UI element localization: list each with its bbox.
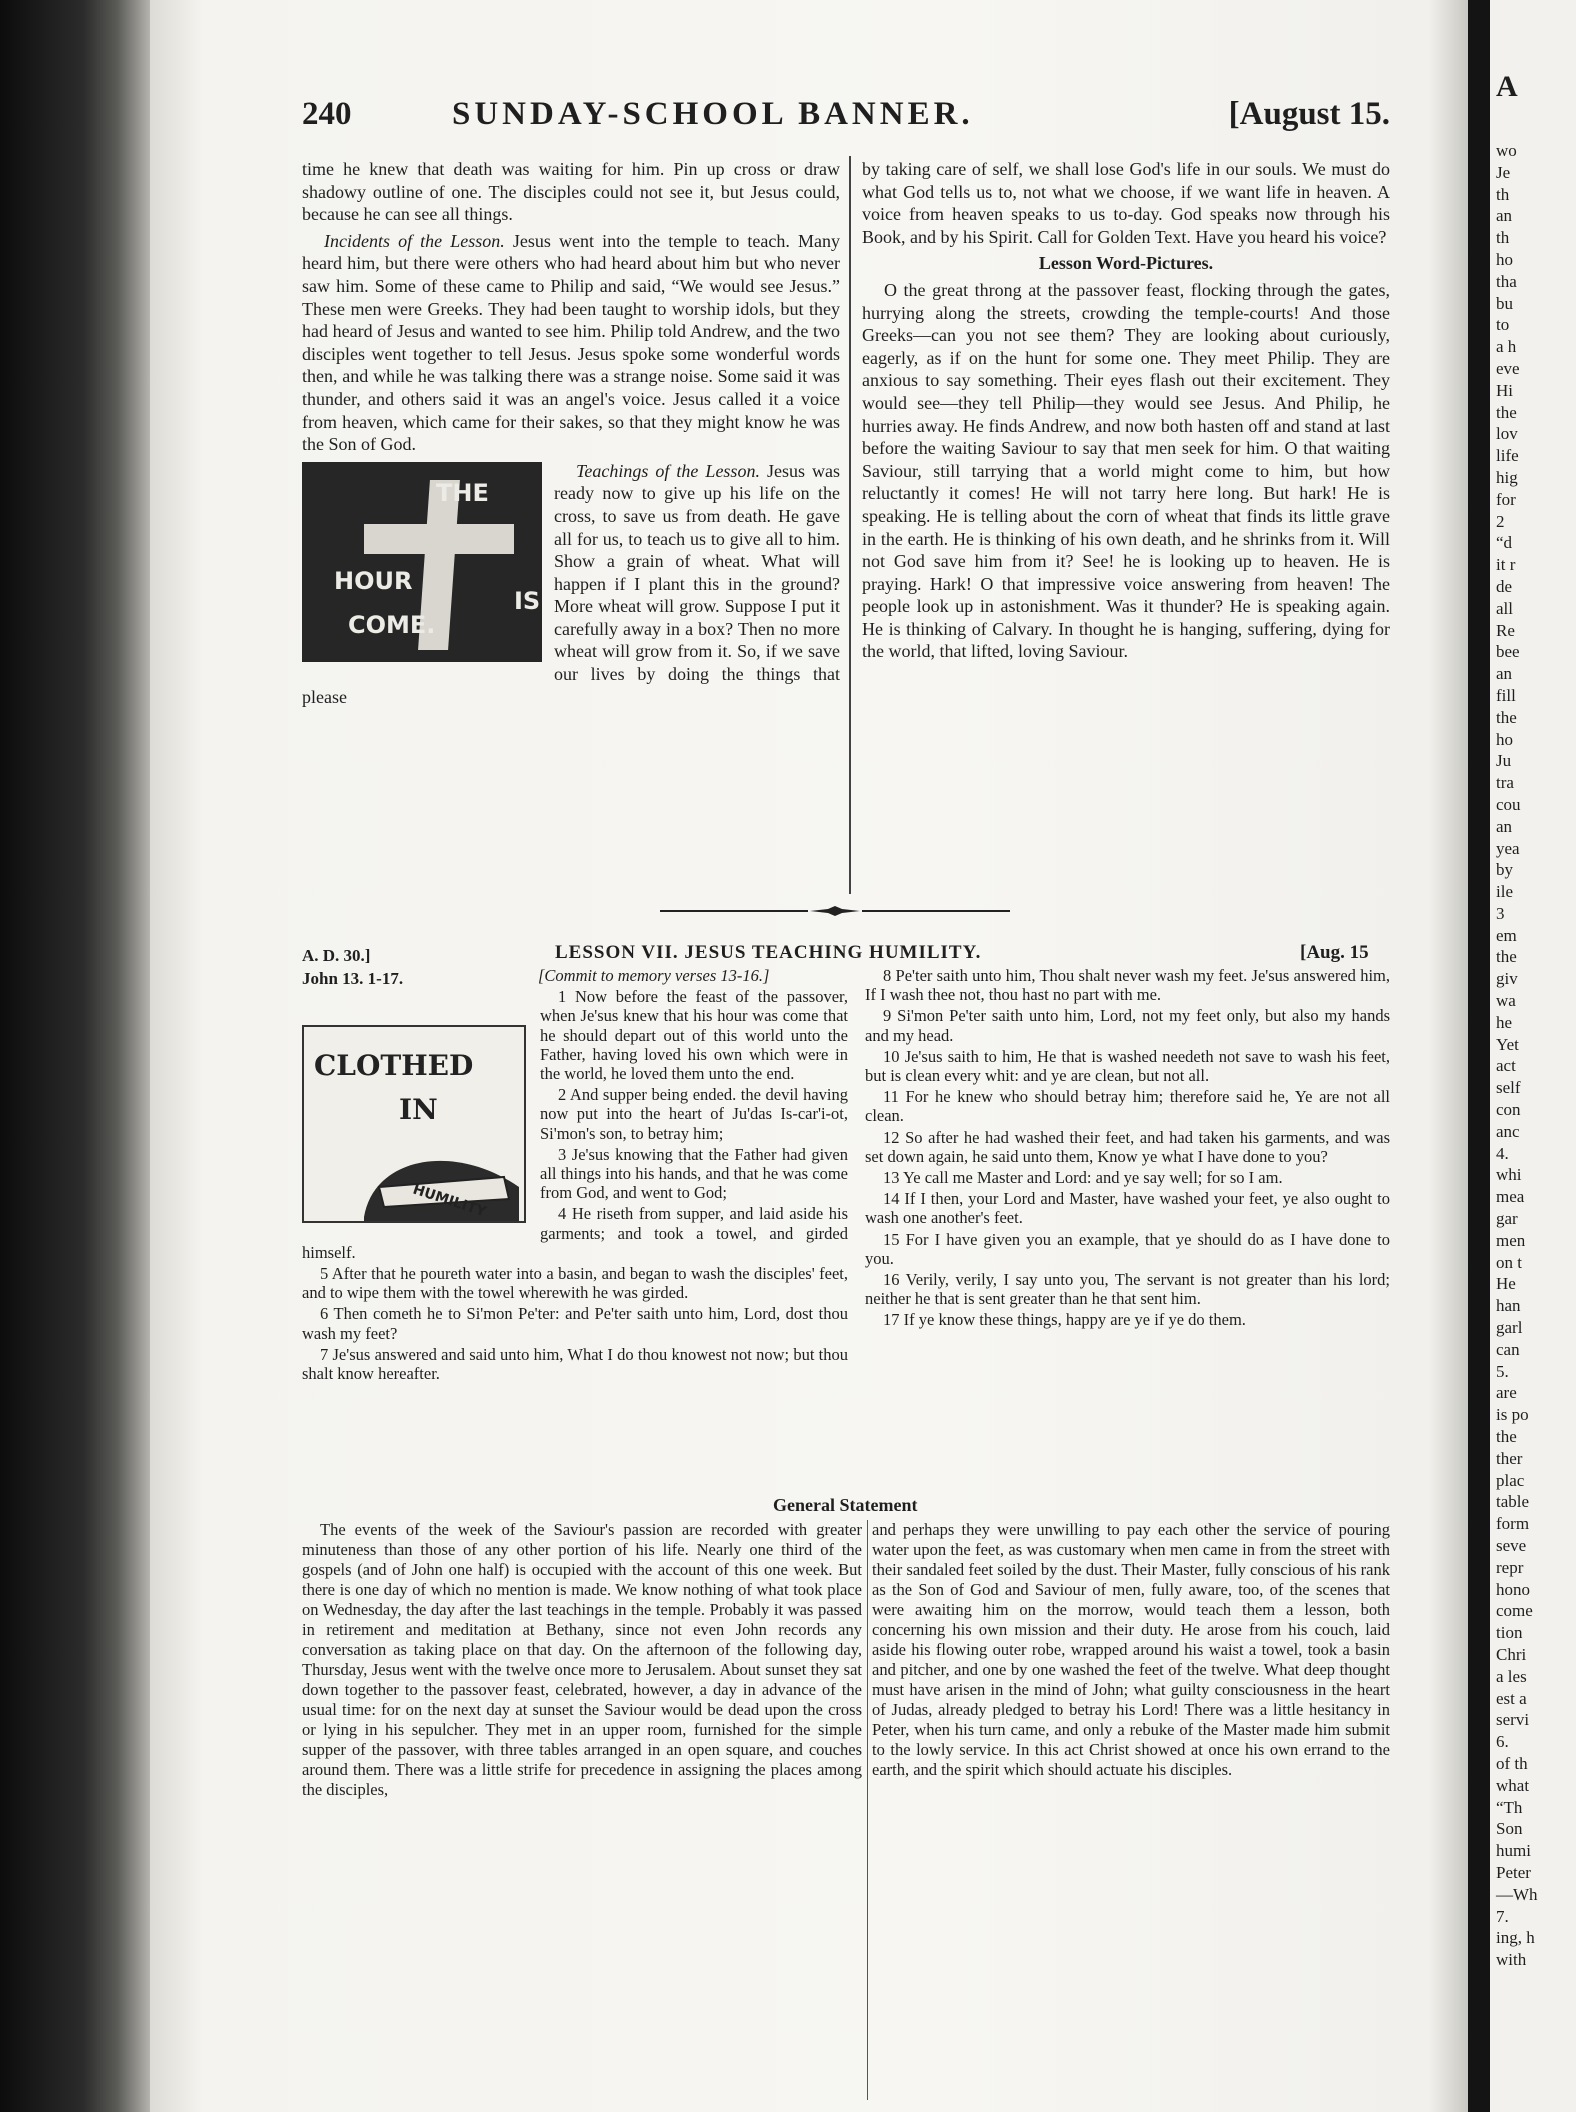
adjacent-page-line: by	[1496, 860, 1513, 880]
general-statement-heading: General Statement	[773, 1495, 918, 1515]
adjacent-page-line: anc	[1496, 1121, 1520, 1141]
adjacent-page-line: plac	[1496, 1470, 1525, 1490]
page-header	[302, 96, 1390, 142]
adjacent-page-line: hig	[1496, 467, 1518, 487]
adjacent-page-line: to	[1496, 315, 1510, 335]
adjacent-page-line: with	[1496, 1950, 1527, 1970]
paragraph-teachings	[302, 460, 840, 709]
adjacent-page-line: ther	[1496, 1448, 1523, 1468]
adjacent-page-line: de	[1496, 576, 1513, 596]
adjacent-page-line: 3	[1496, 903, 1505, 923]
adjacent-page-line: th	[1496, 228, 1510, 248]
ornament-icon	[810, 905, 860, 917]
verse-11: 11 For he knew who should betray him; therefore said he, Ye are not all clean.	[865, 1087, 1390, 1126]
adjacent-page-line: ho	[1496, 249, 1513, 269]
adjacent-page-line: Je	[1496, 162, 1511, 182]
hour-is-come-illustration	[302, 462, 542, 662]
verse-6: 6 Then cometh he to Si'mon Pe'ter: and Pe'ter saith unto him, Lord, dost thou wash my feet?	[302, 1304, 848, 1343]
emblem-text: HUMILITY	[410, 1181, 489, 1221]
verse-4: 4 He riseth from supper, and laid aside his garments; and took a towel, and girded himself.	[302, 1204, 848, 1262]
adjacent-page-line: hono	[1496, 1579, 1530, 1599]
verse-2: 2 And supper being ended. the devil having now put into the heart of Ju'das Is-car'i-ot, Si'mon's son, to betray him;	[540, 1085, 848, 1143]
adjacent-page-line: seve	[1496, 1536, 1527, 1555]
adjacent-page-line: wo	[1496, 141, 1517, 160]
verse-14: 14 If I then, your Lord and Master, have washed your feet, ye also ought to wash one another's feet.	[865, 1189, 1390, 1228]
issue-date: [August 15.	[1228, 96, 1390, 132]
adjacent-page-line: 2	[1496, 511, 1505, 531]
verse-13: 13 Ye call me Master and Lord: and ye say well; for so I am.	[883, 1168, 1283, 1188]
divider-line	[660, 910, 808, 912]
illustration-word: HOUR	[334, 566, 413, 595]
page-number: 240	[302, 96, 352, 132]
masthead-title: SUNDAY-SCHOOL BANNER.	[452, 96, 974, 132]
paragraph: The events of the week of the Saviour's passion are recorded with greater minuteness than those of any other portion of his life. Nearly one third of the gospels (and of John one half) is occupied with the account of this one week. But there is one day of which no mention is made. We know nothing of what took place on Wednesday, the day after the last teachings in the temple. Probably it was passed in retirement and meditation at Bethany, since not even John records any conversation as taking place on that day. On the afternoon of the following day, Thursday, Jesus went with the twelve once more to Jerusalem. About sunset they sat down together to the passover feast, celebrated, however, a day in advance of the usual time: for on the next day at sunset the Saviour would be dead upon the cross or lying in his sepulcher. They met in an upper room, furnished for the simple supper of the passover, with three tables arranged in an open square, and couches around them. There was a little strife for precedence in assigning the places among the disciples,	[302, 1520, 862, 1799]
emblem-text: IN	[399, 1093, 438, 1127]
adjacent-page-line: it r	[1496, 555, 1516, 575]
humility-emblem-icon	[304, 1027, 524, 1221]
adjacent-page-line: form	[1496, 1514, 1530, 1534]
illustration-word: IS	[514, 586, 541, 615]
adjacent-page-line: 5.	[1496, 1361, 1509, 1381]
adjacent-page-line: 7.	[1496, 1906, 1509, 1926]
adjacent-page-line: ile	[1496, 882, 1513, 902]
scripture-left	[302, 966, 848, 1385]
adjacent-page-line: the	[1496, 402, 1517, 422]
adjacent-page-line: mea	[1496, 1187, 1525, 1207]
illustration-word: THE	[436, 478, 489, 507]
adjacent-page-line: Yet	[1496, 1034, 1519, 1054]
adjacent-page-line: Re	[1496, 620, 1515, 640]
clothed-in-humility-illustration	[302, 1025, 526, 1223]
adjacent-page-line: —Wh	[1496, 1884, 1538, 1904]
adjacent-page-line: gar	[1496, 1209, 1518, 1229]
adjacent-page-line: fill	[1496, 685, 1516, 705]
column-rule	[867, 1520, 868, 2100]
adjacent-page-line: tion	[1496, 1623, 1523, 1643]
paragraph: O the great throng at the passover feast, flocking through the gates, hurrying along the streets, crowding the temple-courts! And those Greeks—can you not see them? They are looking about curiously, eagerly, as if on the hunt for some one. They meet Philip. They are anxious to say something. Their eyes flash out their excitement. They would see—they tell Philip—they would see Jesus. And Philip, he hurries away. He finds Andrew, and now both hasten off and stand at last before the waiting Saviour to say that men seek for him. O that waiting Saviour, still tarrying that a world might come to him, but how reluctantly it comes! He will not tarry here long. But hark! He is speaking. He is telling about the corn of wheat that finds its little grave in the earth. He is thinking of his own death, and he shrinks from it. Will not God save him from it? See! he is looking up to heaven. He is praying. Hark! O that impressive voice answering from heaven! The people look up in astonishment. Was it thunder? He is speaking again. He is thinking of Calvary. In thought he is hanging, suffering, dying for the world, that lifted, loving Saviour.	[862, 279, 1390, 662]
adjacent-page-line: Hi	[1496, 380, 1513, 400]
adjacent-page-line: on t	[1496, 1252, 1522, 1272]
adjacent-page-line: a les	[1496, 1666, 1527, 1686]
adjacent-page-line: garl	[1496, 1318, 1523, 1338]
section-heading: Lesson Word-Pictures.	[1038, 253, 1214, 274]
adjacent-page-line: Son	[1496, 1819, 1523, 1839]
subhead-teachings: Teachings of the Lesson.	[576, 460, 760, 481]
book-spine-shadow	[0, 0, 150, 2112]
adjacent-page-line: He	[1496, 1274, 1516, 1294]
adjacent-page-line: Peter	[1496, 1862, 1531, 1882]
adjacent-page-line: an	[1496, 816, 1513, 836]
adjacent-page-line: cou	[1496, 794, 1521, 814]
commit-note: [Commit to memory verses 13-16.]	[538, 966, 770, 985]
adjacent-page-line: th	[1496, 184, 1510, 204]
ornamental-divider	[660, 905, 1010, 917]
cross-bar	[364, 524, 514, 554]
adjacent-page-fragments	[1496, 140, 1576, 1971]
adjacent-page-line: bee	[1496, 642, 1520, 662]
adjacent-page-line: the	[1496, 1427, 1517, 1447]
lesson-title: LESSON VII. JESUS TEACHING HUMILITY.	[555, 942, 982, 963]
adjacent-page-line: tra	[1496, 773, 1514, 793]
paragraph-incidents	[302, 230, 840, 456]
adjacent-page-line: han	[1496, 1296, 1521, 1316]
scripture-right	[865, 966, 1390, 1332]
adjacent-page-line: of th	[1496, 1753, 1528, 1773]
adjacent-page-line: 4.	[1496, 1143, 1509, 1163]
adjacent-page-line: act	[1496, 1056, 1516, 1076]
adjacent-page-line: what	[1496, 1775, 1530, 1795]
adjacent-page-line: “d	[1496, 533, 1513, 553]
column-two	[862, 158, 1390, 667]
general-statement-right	[872, 1520, 1390, 1780]
adjacent-page-line: is po	[1496, 1405, 1529, 1425]
emblem-text: CLOTHED	[314, 1049, 474, 1083]
verse-5: 5 After that he poureth water into a basin, and began to wash the disciples' feet, and to wipe them with the towel wherewith he was girded.	[302, 1264, 848, 1303]
adjacent-page-line: a h	[1496, 337, 1517, 357]
verse-3: 3 Je'sus knowing that the Father had given all things into his hands, and that he was come from God, and went to God;	[540, 1144, 848, 1203]
general-statement-left	[302, 1520, 862, 1800]
adjacent-page-line: Chri	[1496, 1644, 1527, 1664]
paragraph: by taking care of self, we shall lose God's life in our souls. We must do what God tells us to, not what we choose, if we want life in heaven. A voice from heaven speaks to us to-day. God speaks now through his Book, and by his Spirit. Call for Golden Text. Have you heard his voice?	[862, 159, 1390, 247]
paragraph-text: Jesus went into the temple to teach. Many heard him, but there were others who had heard about him but who never saw him. Some of these came to Philip and said, “We would see Jesus.” These men were Greeks. They had been taught to worship idols, but they had heard of Jesus and wanted to see him. Philip told Andrew, and the two disciples went together to tell Jesus. Jesus spoke some wonderful words then, and while he was talking there was a strange noise. Some said it was thunder, and others said it was an angel's voice. Jesus called it a voice from heaven, which came for their sakes, so that they might know he was the Son of God.	[302, 230, 840, 455]
adjacent-page-line: an	[1496, 664, 1513, 684]
adjacent-page-line: eve	[1496, 358, 1520, 378]
adjacent-page-header: A	[1496, 70, 1518, 103]
adjacent-page-line: tha	[1496, 271, 1517, 291]
adjacent-page-line: ing, h	[1496, 1928, 1535, 1948]
adjacent-page-line: humi	[1496, 1841, 1531, 1861]
adjacent-page-line: “Th	[1496, 1797, 1523, 1817]
verse-10: 10 Je'sus saith to him, He that is washed needeth not save to wash his feet, but is clean every whit: and ye are clean, but not all.	[865, 1046, 1390, 1086]
lesson-date: [Aug. 15	[1300, 942, 1369, 963]
adjacent-page-line: servi	[1496, 1710, 1530, 1730]
subhead-incidents: Incidents of the Lesson.	[324, 230, 505, 251]
verse-15: 15 For I have given you an example, that ye should do as I have done to you.	[865, 1229, 1390, 1268]
adjacent-page-line: come	[1496, 1601, 1533, 1621]
adjacent-page-line: men	[1496, 1230, 1526, 1250]
illustration-word: COME.	[348, 610, 436, 639]
adjacent-page-line: bu	[1496, 293, 1513, 313]
verse-12: 12 So after he had washed their feet, and had taken his garments, and was set down again, he said unto them, Know ye what I have done to you?	[865, 1127, 1390, 1166]
adjacent-page-line: Ju	[1496, 751, 1512, 771]
verse-1: 1 Now before the feast of the passover, when Je'sus knew that his hour was come that he should depart out of this world unto the Father, having loved his own which were in the world, he loved them unto the end.	[540, 987, 848, 1084]
adjacent-page-line: lov	[1496, 424, 1518, 444]
column-rule	[849, 156, 851, 894]
verse-8: 8 Pe'ter saith unto him, Thou shalt never wash my feet. Je'sus answered him, If I wash thee not, thou hast no part with me.	[865, 966, 1390, 1005]
adjacent-page-line: table	[1496, 1492, 1530, 1512]
adjacent-page	[1490, 0, 1576, 2112]
adjacent-page-line: wa	[1496, 991, 1516, 1011]
adjacent-page-line: em	[1496, 925, 1517, 945]
adjacent-page-line: an	[1496, 206, 1513, 226]
verse-7: 7 Je'sus answered and said unto him, What I do thou knowest not now; but thou shalt know hereafter.	[302, 1344, 848, 1384]
column-one-top	[302, 158, 840, 712]
adjacent-page-line: yea	[1496, 838, 1520, 858]
adjacent-page-line: repr	[1496, 1557, 1524, 1577]
paragraph-text: Jesus was ready now to give up his life on the cross, to save us from death. He gave all for us, to teach us to give all to him. Show a grain of wheat. What will happen if I plant this in the ground? More wheat will grow. Suppose I put it carefully away in a box? Then no more wheat will grow from it. So, if we save our lives by doing the things that please	[302, 460, 840, 707]
lesson-reference: John 13. 1-17.	[302, 969, 404, 988]
adjacent-page-line: 6.	[1496, 1732, 1509, 1752]
adjacent-page-line: the	[1496, 947, 1517, 967]
adjacent-page-line: whi	[1496, 1165, 1522, 1185]
adjacent-page-line: are	[1496, 1383, 1517, 1403]
adjacent-page-line: self	[1496, 1078, 1521, 1098]
adjacent-page-line: the	[1496, 707, 1517, 727]
adjacent-page-line: he	[1496, 1012, 1513, 1032]
verse-17: 17 If ye know these things, happy are ye if ye do them.	[883, 1310, 1246, 1330]
adjacent-page-line: giv	[1496, 969, 1518, 989]
adjacent-page-line: for	[1496, 489, 1516, 509]
adjacent-page-line: all	[1496, 598, 1513, 618]
adjacent-page-line: life	[1496, 446, 1519, 466]
adjacent-page-line: ho	[1496, 729, 1513, 749]
paragraph: time he knew that death was waiting for him. Pin up cross or draw shadowy outline of one. The disciples could not see it, but Jesus could, because he can see all things.	[302, 159, 840, 225]
verse-16: 16 Verily, verily, I say unto you, The servant is not greater than his lord; neither he that is sent greater than he that sent him.	[865, 1270, 1390, 1309]
paragraph: and perhaps they were unwilling to pay each other the service of pouring water upon the feet, as was customary when men came in from the street with their sandaled feet soiled by the dust. Their Master, fully conscious of his rank as the Son of God and Saviour of men, fully aware, too, of the scenes that were awaiting him on the morrow, would teach them a lesson, both concerning his own mission and their duty. He arose from his couch, laid aside his flowing outer robe, wrapped around his waist a towel, took a basin and pitcher, and one by one washed the feet of the twelve. What deep thought must have arisen in the mind of John; what guilty consciousness in the heart of Judas, already pledged to betray his Lord! There was a little hesitancy in Peter, when his turn came, and only a rebuke of the Master made him submit to the lowly service. In this act Christ showed at once his own errand to the earth, and the spirit which should actuate his disciples.	[872, 1520, 1390, 1779]
divider-line	[862, 910, 1010, 912]
adjacent-page-line: can	[1496, 1339, 1520, 1359]
adjacent-page-line: con	[1496, 1100, 1521, 1120]
lesson-year: A. D. 30.]	[302, 946, 371, 965]
verse-9: 9 Si'mon Pe'ter saith unto him, Lord, not my feet only, but also my hands and my head.	[865, 1006, 1390, 1045]
adjacent-page-line: est a	[1496, 1688, 1527, 1708]
book-gutter	[1468, 0, 1490, 2112]
